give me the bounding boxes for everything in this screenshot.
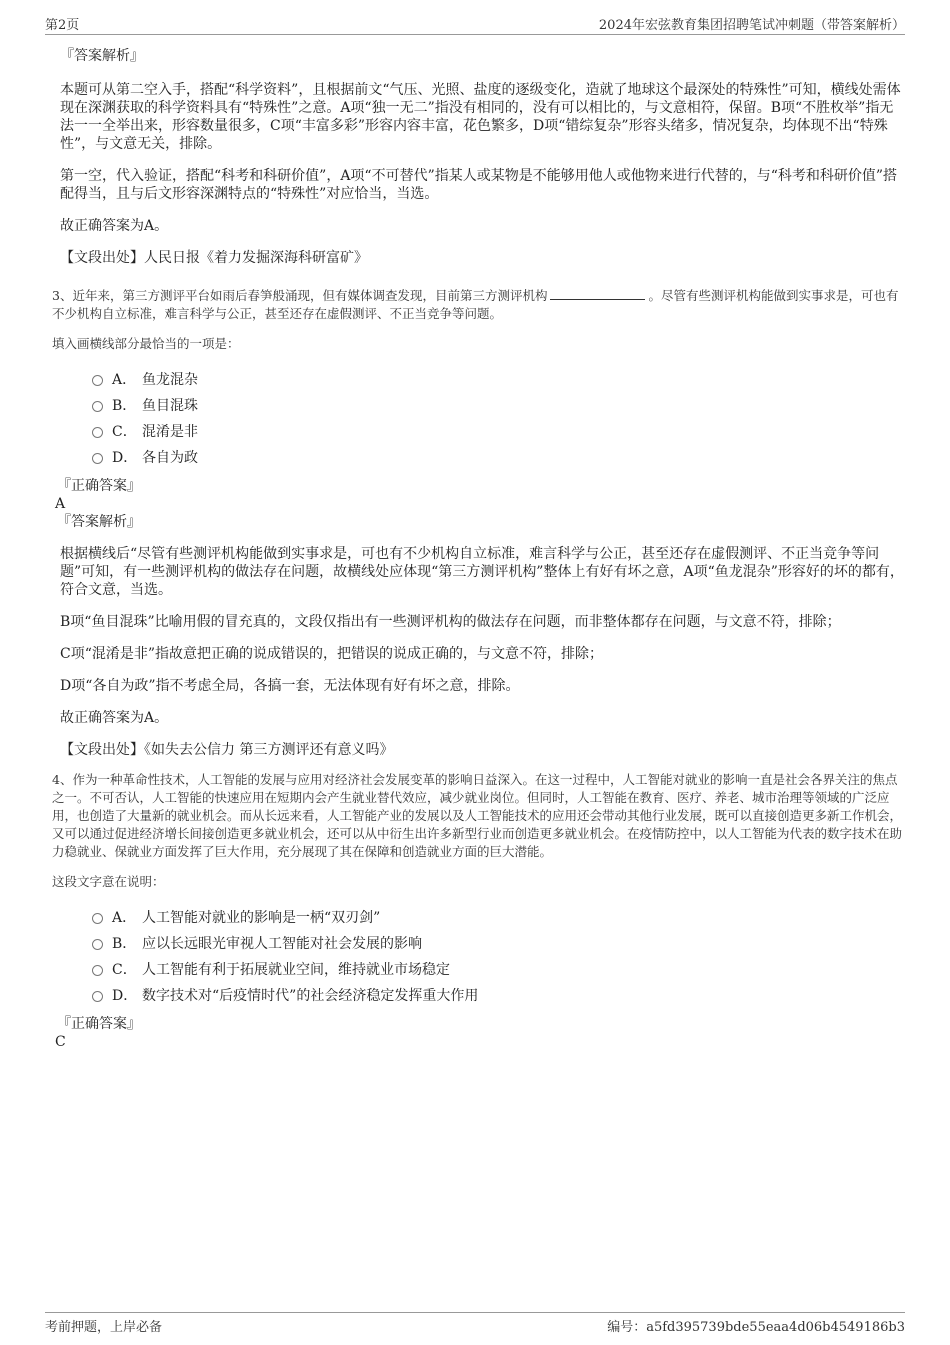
page-content (52, 45, 905, 1051)
page-footer (45, 1312, 905, 1338)
analysis-label: 『答案解析』 (57, 514, 141, 530)
analysis-paragraph: 根据横线后“尽管有些测评机构能做到实事求是，可也有不少机构自立标准，难言科学与公正，甚至还存在虚假测评、不正当竞争等问题”可知，有一些测评机构的做法存在问题，故横线处应体现“第三方测评机构”整体上有好有坏之意，A项“鱼龙混杂”形容好的坏的都有，符合文意，当选。 (60, 546, 904, 598)
option-d[interactable]: D． 各自为政 (92, 445, 905, 471)
question-stem: 4、作为一种革命性技术，人工智能的发展与应用对经济社会发展变革的影响日益深入。在这一过程中，人工智能对就业的影响一直是社会各界关注的焦点之一。不可否认，人工智能的快速应用在短期内会产生就业替代效应，减少就业岗位。但同时，人工智能在教育、医疗、养老、城市治理等领域的广泛应用，也创造了大量新的就业机会。而从长远来看，人工智能产业的发展以及人工智能技术的应用还会带动其他行业发展，既可以直接创造更多新工作机会，又可以通过促进经济增长间接创造更多就业机会，还可以从中衍生出许多新型行业而创造更多就业机会。在疫情防控中，以人工智能为代表的数字技术在助力稳就业、保就业方面发挥了巨大作用，充分展现了其在保障和创造就业方面的巨大潜能。 (52, 772, 903, 859)
option-b[interactable]: B． 鱼目混珠 (92, 393, 905, 419)
correct-answer-label: 『正确答案』 (57, 478, 141, 494)
question-prompt: 这段文字意在说明： (52, 874, 165, 889)
radio-button[interactable] (92, 401, 103, 412)
source-citation: 【文段出处】《如失去公信力 第三方测评还有意义吗》 (60, 742, 394, 758)
analysis-paragraph: 第一空，代入验证，搭配“科考和科研价值”，A项“不可替代”指某人或某物是不能够用他人或他物来进行代替的，与“科考和科研价值”搭配得当，且与后文形容深渊特点的“特殊性”对应恰当，当选。 (60, 168, 898, 202)
conclusion: 故正确答案为A。 (60, 218, 169, 234)
analysis-label: 『答案解析』 (60, 48, 144, 64)
option-c[interactable]: C． 人工智能有利于拓展就业空间，维持就业市场稳定 (92, 957, 905, 983)
option-list (52, 367, 905, 471)
radio-button[interactable] (92, 939, 103, 950)
analysis-paragraph: C项“混淆是非”指故意把正确的说成错误的，把错误的说成正确的，与文意不符，排除； (60, 646, 604, 662)
conclusion: 故正确答案为A。 (60, 710, 169, 726)
source-citation: 【文段出处】人民日报《着力发掘深海科研富矿》 (60, 250, 368, 266)
question-stem: 3、近年来，第三方测评平台如雨后春笋般涌现，但有媒体调查发现，目前第三方测评机构 。尽管有些测评机构能做到实事求是，可也有不少机构自立标准，难言科学与公正，甚至还存在虚假测评、不正当竞争等问题。 (52, 288, 899, 321)
option-a[interactable]: A． 鱼龙混杂 (92, 367, 905, 393)
analysis-heading-row (55, 47, 905, 73)
question-prompt: 填入画横线部分最恰当的一项是： (52, 336, 240, 351)
radio-button[interactable] (92, 991, 103, 1002)
page-number: 第2页 (45, 18, 80, 33)
option-d[interactable]: D． 数字技术对“后疫情时代”的社会经济稳定发挥重大作用 (92, 983, 905, 1009)
page-header (45, 14, 905, 35)
document-id: 编号：a5fd395739bde55eaa4d06b4549186b3 (607, 1320, 905, 1335)
radio-button[interactable] (92, 965, 103, 976)
radio-button[interactable] (92, 427, 103, 438)
radio-button[interactable] (92, 913, 103, 924)
footer-slogan: 考前押题，上岸必备 (45, 1320, 163, 1335)
option-list (52, 905, 905, 1009)
radio-button[interactable] (92, 453, 103, 464)
document-title: 2024年宏弦教育集团招聘笔试冲刺题（带答案解析） (598, 18, 905, 33)
option-a[interactable]: A． 人工智能对就业的影响是一柄“双刃剑” (92, 905, 905, 931)
analysis-paragraph: D项“各自为政”指不考虑全局，各搞一套，无法体现有好有坏之意，排除。 (60, 678, 520, 694)
analysis-paragraph: 本题可从第二空入手，搭配“科学资料”，且根据前文“气压、光照、盐度的逐级变化，造就了地球这个最深处的特殊性”可知，横线处需体现在深渊获取的科学资料具有“特殊性”之意。A项“独一无二”指没有相同的，没有可以相比的，与文意相符，保留。B项“不胜枚举”指无法一一全举出来，形容数量很多，C项“丰富多彩”形容内容丰富，花色繁多，D项“错综复杂”形容头绪多，情况复杂，均体现不出“特殊性”，与文意无关，排除。 (60, 82, 901, 152)
answer-blank (550, 287, 645, 300)
correct-answer-label: 『正确答案』 (57, 1016, 141, 1032)
correct-answer: C (55, 1034, 66, 1050)
radio-button[interactable] (92, 375, 103, 386)
option-c[interactable]: C． 混淆是非 (92, 419, 905, 445)
correct-answer: A (55, 496, 66, 512)
analysis-paragraph: B项“鱼目混珠”比喻用假的冒充真的，文段仅指出有一些测评机构的做法存在问题，而非整体都存在问题，与文意不符，排除； (60, 614, 841, 630)
option-b[interactable]: B． 应以长远眼光审视人工智能对社会发展的影响 (92, 931, 905, 957)
